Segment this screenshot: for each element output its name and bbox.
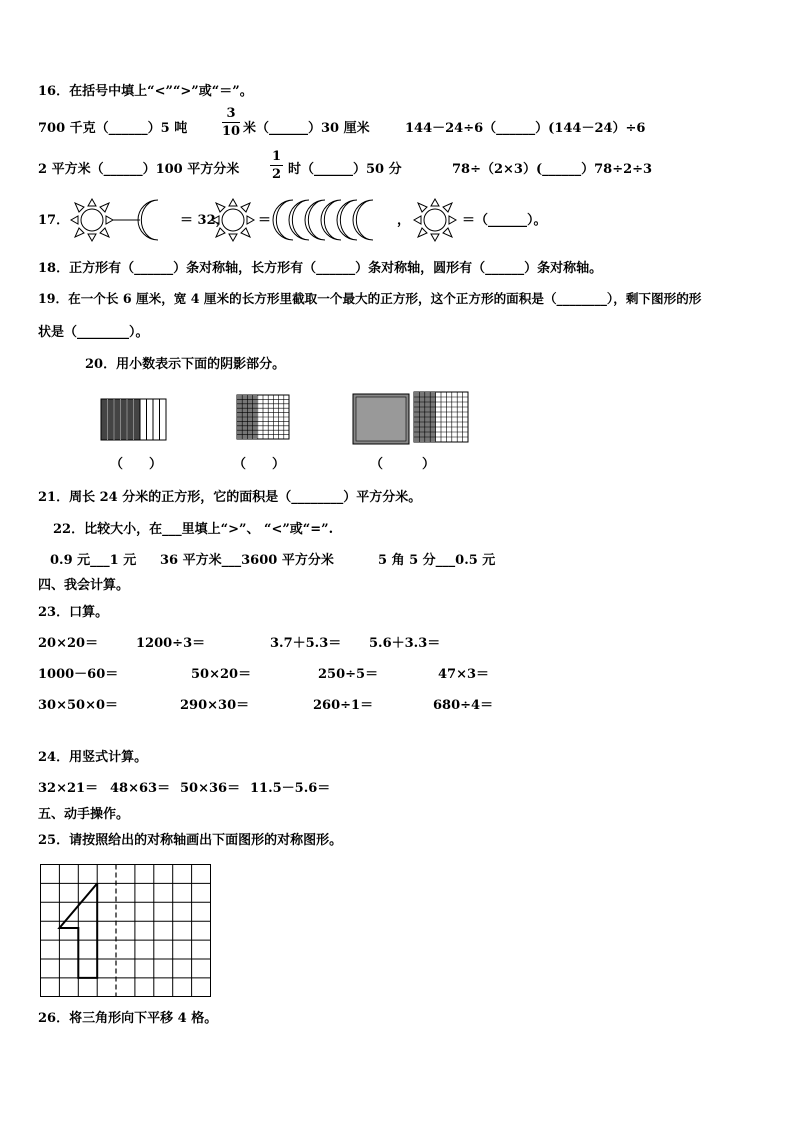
q20-answer-1: （ ）: [110, 457, 163, 472]
moon-icon: [305, 200, 325, 240]
q20-figures: [0, 390, 794, 450]
q22-b: 36 平方米___3600 平方分米: [160, 553, 334, 568]
q24-item-1: 32×21＝: [38, 781, 99, 796]
q16-title: 16．在括号中填上“<”“>”或“＝”。: [38, 84, 253, 99]
q23-r1-3: 3.7＋5.3＝: [270, 636, 342, 651]
q23-r1-2: 1200÷3＝: [136, 636, 206, 651]
q17-sep: ，: [397, 213, 411, 228]
q20-answer-3: （ ）: [370, 457, 436, 472]
q16-r2-fraction: [270, 150, 283, 181]
q17-eq2: ＝: [258, 213, 272, 228]
fraction-denominator: 2: [272, 167, 282, 182]
moon-icon: [289, 200, 309, 240]
q16-r1-b: 米（______）30 厘米: [243, 121, 370, 136]
q16-r1-fraction: [222, 107, 240, 138]
q23-title: 23．口算。: [38, 605, 109, 620]
q16-r2-b: 时（______）50 分: [288, 162, 402, 177]
q16-r1-c: 144－24÷6（______）(144－24）÷6: [405, 121, 646, 136]
q20-answer-2: （ ）: [233, 457, 286, 472]
q17-eq3: ＝（______）。: [462, 213, 547, 228]
q23-r2-4: 47×3＝: [438, 667, 490, 682]
q24-title: 24．用竖式计算。: [38, 750, 148, 765]
q23-r2-1: 1000－60＝: [38, 667, 119, 682]
q24-item-4: 11.5－5.6＝: [250, 781, 331, 796]
hundred-grid-figure: [237, 395, 289, 439]
q16-r2-a: 2 平方米（______）100 平方分米: [38, 162, 240, 177]
q23-r1-4: 5.6＋3.3＝: [369, 636, 441, 651]
q24-item-2: 48×63＝: [110, 781, 171, 796]
moon-icon: [273, 200, 293, 240]
q23-r1-1: 20×20＝: [38, 636, 99, 651]
mixed-decimal-figure: [353, 392, 468, 444]
q23-r3-3: 260÷1＝: [313, 698, 374, 713]
q24-item-3: 50×36＝: [180, 781, 241, 796]
q23-r2-3: 250÷5＝: [318, 667, 379, 682]
decimal-strip-figure: [101, 399, 166, 440]
q22-a: 0.9 元___1 元: [50, 553, 137, 568]
q23-r3-2: 290×30＝: [180, 698, 250, 713]
q22-title: 22．比较大小，在___里填上“>”、 “<”或“=”.: [53, 522, 334, 537]
q18: 18．正方形有（______）条对称轴，长方形有（______）条对称轴，圆形有（______）条对称轴。: [38, 261, 603, 276]
moon-icon: [337, 200, 357, 240]
q21: 21．周长 24 分米的正方形，它的面积是（________）平方分米。: [38, 490, 422, 505]
section-5-heading: 五、动手操作。: [38, 807, 130, 822]
q19-line2: 状是（________）。: [38, 325, 149, 340]
q20-title: 20．用小数表示下面的阴影部分。: [85, 357, 286, 372]
moon-icon: [321, 200, 341, 240]
q19-line1: 19．在一个长 6 厘米，宽 4 厘米的长方形里截取一个最大的正方形，这个正方形的面积是（________），剩下图形的形: [38, 291, 702, 306]
q17-label: 17．: [38, 213, 70, 228]
fraction-denominator: 10: [222, 124, 241, 139]
q23-r2-2: 50×20＝: [191, 667, 252, 682]
q16-r1-a: 700 千克（______）5 吨: [38, 121, 188, 136]
q17-eq1: ＝ 32，: [180, 213, 229, 228]
symmetry-grid-figure: [38, 862, 238, 1002]
q25-title: 25．请按照给出的对称轴画出下面图形的对称图形。: [38, 833, 343, 848]
q23-r3-1: 30×50×0＝: [38, 698, 119, 713]
sun-icon: [414, 199, 456, 241]
moon-icon: [353, 200, 373, 240]
fraction-numerator: 1: [272, 149, 282, 164]
q23-r3-4: 680÷4＝: [433, 698, 494, 713]
q22-c: 5 角 5 分___0.5 元: [378, 553, 496, 568]
section-4-heading: 四、我会计算。: [38, 578, 130, 593]
sun-icon: [71, 199, 113, 241]
moon-icon: [138, 200, 158, 240]
q16-r2-c: 78÷（2×3）(______）78÷2÷3: [452, 162, 653, 177]
fraction-numerator: 3: [222, 107, 240, 123]
q26-title: 26．将三角形向下平移 4 格。: [38, 1011, 218, 1026]
